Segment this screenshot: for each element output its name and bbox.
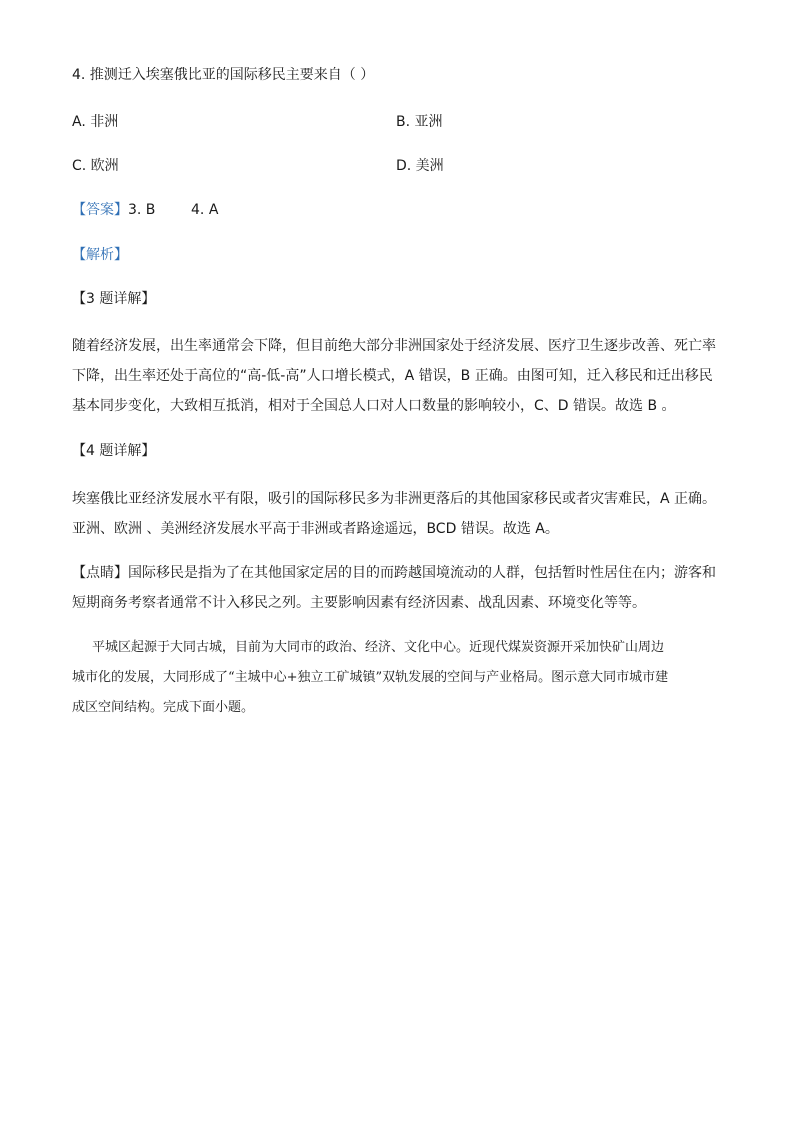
- option-a: A. 非洲: [72, 114, 119, 130]
- answer-label: 【答案】: [72, 202, 128, 218]
- q3-detail-body: [72, 331, 722, 421]
- answer-text: 3. B 4. A: [128, 202, 219, 218]
- passage: [72, 633, 722, 723]
- note-body: [72, 558, 722, 618]
- q3-detail-line: 下降，出生率还处于高位的“高-低-高”人口增长模式，A 错误，B 正确。由图可知，迁入移民和迁出移民: [72, 368, 713, 384]
- q3-detail-line: 随着经济发展，出生率通常会下降，但目前绝大部分非洲国家处于经济发展、医疗卫生逐步改善、死亡率: [72, 338, 716, 354]
- note-line: 短期商务考察者通常不计入移民之列。主要影响因素有经济因素、战乱因素、环境变化等等。: [72, 595, 646, 611]
- note-label: 【点睛】: [72, 565, 128, 581]
- passage-line: 平城区起源于大同古城，目前为大同市的政治、经济、文化中心。近现代煤炭资源开采加快矿山周边: [92, 640, 665, 655]
- question-4-stem: 4. 推测迁入埃塞俄比亚的国际移民主要来自（ ）: [72, 67, 375, 83]
- answer-line: [72, 200, 722, 220]
- option-b: B. 亚洲: [396, 114, 443, 130]
- q4-detail-line: 埃塞俄比亚经济发展水平有限，吸引的国际移民多为非洲更落后的其他国家移民或者灾害难民，A 正确。: [72, 491, 717, 507]
- q4-detail-line: 亚洲、欧洲 、美洲经济发展水平高于非洲或者路途遥远，BCD 错误。故选 A。: [72, 521, 559, 537]
- note-line-text: 国际移民是指为了在其他国家定居的目的而跨越国境流动的人群，包括暂时性居住在内；游客和: [128, 565, 716, 581]
- analysis-label: 【解析】: [72, 247, 128, 263]
- note-line: [72, 558, 722, 588]
- q4-detail-title: 【4 题详解】: [72, 443, 156, 459]
- q3-detail-line: 基本同步变化，大致相互抵消，相对于全国总人口对人口数量的影响较小，C、D 错误。故选 B 。: [72, 398, 676, 414]
- passage-line: 城市化的发展，大同形成了“主城中心+独立工矿城镇”双轨发展的空间与产业格局。图示意大同市城市建: [72, 670, 669, 685]
- option-c: C. 欧洲: [72, 158, 119, 174]
- option-d: D. 美洲: [396, 158, 444, 174]
- passage-line: 成区空间结构。完成下面小题。: [72, 700, 255, 715]
- q4-detail-body: [72, 484, 722, 544]
- q3-detail-title: 【3 题详解】: [72, 291, 156, 307]
